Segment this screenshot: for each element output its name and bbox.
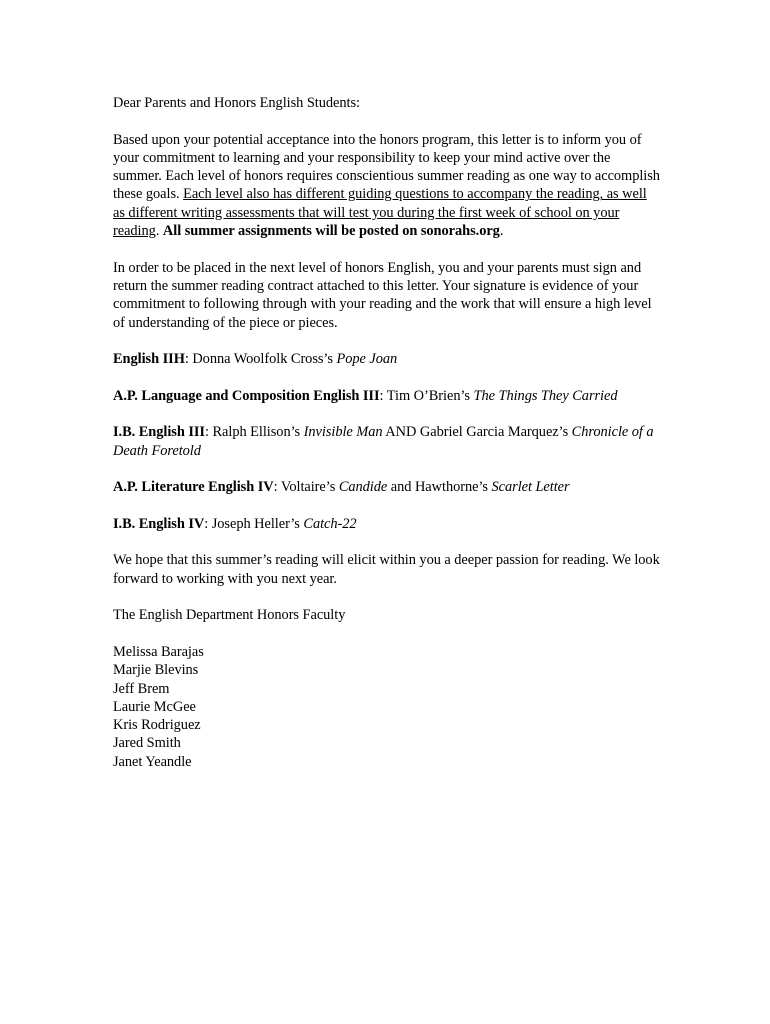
course-sep: : xyxy=(205,424,213,441)
faculty-name: Melissa Barajas xyxy=(113,643,204,660)
book-author: Tim O’Brien’s xyxy=(386,387,474,404)
book-title: Scarlet Letter xyxy=(491,479,570,496)
faculty-list xyxy=(113,643,661,771)
paragraph-intro xyxy=(113,131,661,241)
salutation: Dear Parents and Honors English Students: xyxy=(113,95,360,111)
course-line xyxy=(113,478,661,496)
faculty-name: Laurie McGee xyxy=(113,698,196,715)
faculty-name: Janet Yeandle xyxy=(113,753,192,770)
book-author: Donna Woolfolk Cross’s xyxy=(192,351,337,368)
book-author: Hawthorne’s xyxy=(414,479,492,496)
intro-end: . xyxy=(499,223,504,240)
closing-paragraph: We hope that this summer’s reading will elicit within you a deeper passion for reading. We look forward to working with you next year. xyxy=(113,552,660,587)
course-name: English IIH xyxy=(113,351,185,368)
book-title: Pope Joan xyxy=(336,351,398,368)
intro-text: Based upon your potential acceptance into the honors program, this letter is to inform you of your commitment to learning and your responsibility to keep your mind active over the summer. Each level of honors requires conscientious summer reading as one way to accomplish these goals. xyxy=(113,131,660,203)
faculty-name: Jeff Brem xyxy=(113,680,170,697)
course-sep: : xyxy=(184,351,193,368)
book-title: Invisible Man xyxy=(303,424,383,441)
book-author: Joseph Heller’s xyxy=(211,515,304,532)
faculty-name: Jared Smith xyxy=(113,735,181,752)
letter-body xyxy=(113,94,661,771)
faculty-name: Kris Rodriguez xyxy=(113,717,201,734)
intro-punct: . xyxy=(155,223,163,240)
book-author: Voltaire’s xyxy=(280,479,339,496)
book-title: Candide xyxy=(338,479,388,496)
paragraph-contract: In order to be placed in the next level of honors English, you and your parents must sign and return the summer reading contract attached to this letter. Your signature is evidence of your commitment to following through with your reading and the work that will ensure a high level of understanding of the piece or pieces. xyxy=(113,259,652,331)
course-line xyxy=(113,423,661,460)
assignments-posted-note: All summer assignments will be posted on sonorahs.org xyxy=(162,223,500,240)
course-sep: : xyxy=(379,387,387,404)
book-title: Chronicle of a Death Foretold xyxy=(113,424,654,459)
course-name: I.B. English IV xyxy=(113,515,205,532)
course-name: A.P. Literature English IV xyxy=(113,479,274,496)
course-sep: : xyxy=(204,515,212,532)
signoff: The English Department Honors Faculty xyxy=(113,607,346,624)
course-name: A.P. Language and Composition English III xyxy=(113,387,380,404)
course-line xyxy=(113,515,661,533)
book-joiner: AND xyxy=(382,424,420,441)
course-line xyxy=(113,387,661,405)
book-title: The Things They Carried xyxy=(473,387,618,404)
book-author: Gabriel Garcia Marquez’s xyxy=(419,424,572,441)
guiding-questions-note: Each level also has different guiding questions to accompany the reading, as well as different writing assessments that will test you during the first week of school on your reading xyxy=(113,186,647,240)
faculty-name: Marjie Blevins xyxy=(113,662,199,679)
book-joiner: and xyxy=(387,479,415,496)
course-line xyxy=(113,350,661,368)
book-title: Catch-22 xyxy=(303,515,357,532)
course-name: I.B. English III xyxy=(113,424,205,441)
book-author: Ralph Ellison’s xyxy=(212,424,304,441)
course-sep: : xyxy=(273,479,281,496)
